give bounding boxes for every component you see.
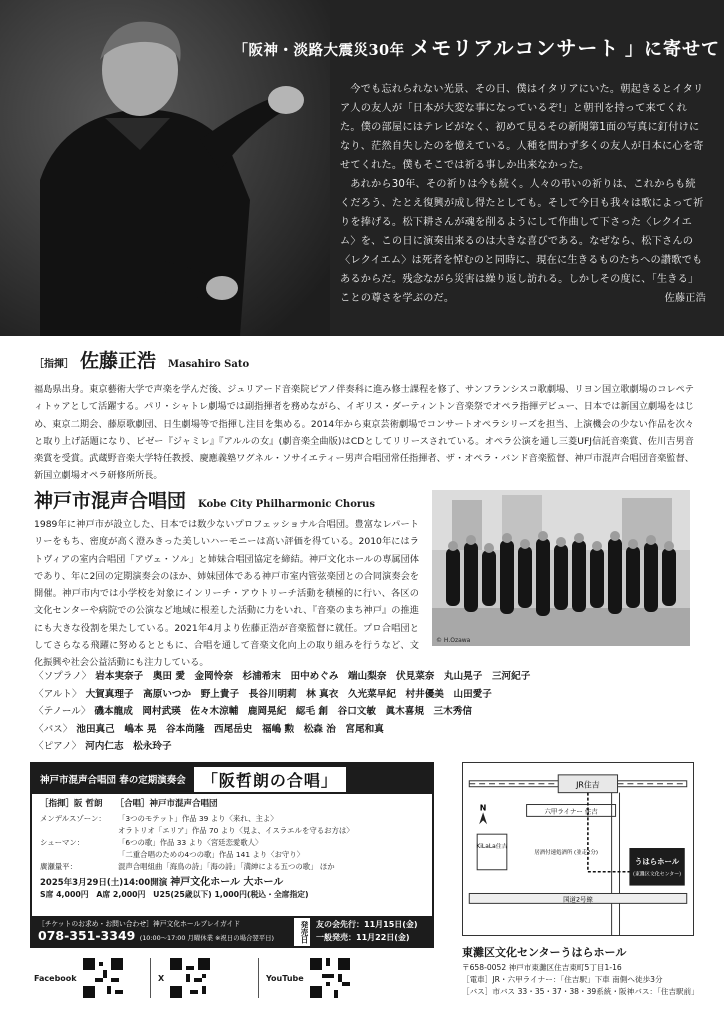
social-divider (258, 958, 259, 998)
program-work: オラトリオ「エリア」作品 70 より〈見よ、イスラエルを守るお方は〉 (118, 826, 354, 836)
svg-text:N: N (479, 803, 487, 813)
ticket-hours: (10:00〜17:00 月曜休業 ※祝日の場合翌平日) (139, 934, 275, 942)
north-arrow-icon (479, 812, 487, 824)
youtube-qr-icon[interactable] (310, 958, 350, 998)
youtube-label: YouTube (266, 973, 304, 983)
conductor-message (340, 80, 706, 308)
member-part: 〈ピアノ〉 (34, 741, 82, 752)
venue-train: ［電車］JR・六甲ライナー：「住吉駅」下車 南側へ徒歩3分 (462, 975, 663, 984)
map-store-label: 居酒付速処酒所 (並走2分) (534, 849, 598, 856)
map-road-label: 国道2号線 (563, 895, 593, 904)
sale-member: 友の会先行：11月15日(金) (316, 920, 418, 929)
concert-price: S席 4,000円 A席 2,000円 U25(25歳以下) 1,000円(税込・全席指定) (40, 890, 309, 900)
venue-map-drawing (463, 763, 693, 935)
venue-map (462, 762, 694, 936)
member-row (34, 686, 694, 704)
program-work: 「6つの歌」作品 33 より〈宮廷恋愛歌人〉 (118, 838, 263, 848)
concert-performers (40, 798, 424, 810)
x-link[interactable] (158, 958, 210, 998)
program-composer (40, 849, 118, 861)
program-work: 「3つのモテット」作品 39 より〈来れ、主よ〉 (118, 814, 278, 824)
member-list (34, 668, 694, 756)
program-item (40, 813, 424, 825)
conductor-bio: 福島県出身。東京藝術大学で声楽を学んだ後、ジュリアード音楽院ピアノ伴奏科に進み修士課程を修了、サンフランシスコ歌劇場、リヨン国立歌劇場のコレペティトゥアとして活躍する。パリ・シャトレ劇場では副指揮者を務めながら、イギリス・ダーティントン音楽祭でオペラ指揮デビュー、日本では新国立劇場をはじめ、東京二期会、藤原歌劇団、日生劇場等で指揮し注目を集める。2014年から東京芸術劇場でコンサートオペラシリーズを担当、上演機会の少ない作品を次々と取り上げ話題になり、ビゼー『ジャミレ』『アルルの女』(劇音楽全曲版)はCDとしてリリースされている。オペラ公演を通し三菱UFJ信託音楽賞、佐川吉男音楽賞を受賞。武蔵野音楽大学特任教授、慶應義塾ワグネル・ソサイエティー男声合唱団常任指揮者、ザ・オペラ・バンド音楽監督、神戸市混声合唱団音楽監督、新国立劇場オペラ研修所所長。 (34, 384, 694, 482)
member-names: 河内仁志 松永玲子 (85, 741, 172, 752)
sale-tag: 発売日 (294, 918, 310, 946)
ticket-phone[interactable]: 078-351-3349 (38, 928, 136, 943)
venue-info (462, 944, 702, 998)
member-part: 〈テノール〉 (34, 706, 91, 717)
program-item (40, 837, 424, 849)
chorus-bio: 1989年に神戸市が設立した、日本では数少ないプロフェッショナル合唱団。豊富なレパートリーをもち、密度が高く澄みきった美しいハーモニーは高い評価を得ている。2010年にはラトヴィアの室内合唱団「アヴェ・ソル」と姉妹合唱団協定を締結。神戸文化ホールの専属団体であり、年に2回の定期演奏会のほか、姉妹団体である神戸市室内管弦楽団との合同演奏会を開催。神戸市内では小学校を対象にインリーチ・アウトリーチ活動を積極的に行い、各区の文化センターや病院での公演など地域に根差した活動に力をいれ、『音楽のまち神戸』の推進にも大きな役割を果たしている。2021年4月より佐藤正浩が音楽監督に就任。プロ合唱団としてさらなる飛躍に努めるとともに、合唱を通して音楽文化向上の取り組みを行うなど、文化振興や社会公益活動にも注力している。 (34, 519, 419, 669)
concert-series: 神戸市混声合唱団 春の定期演奏会 (40, 775, 186, 786)
photo-credit: © H.Ozawa (436, 637, 471, 644)
venue-bus: ［バス］市バス 33・35・37・38・39系統・阪神バス：「住吉駅前」 (462, 987, 699, 996)
member-row (34, 703, 694, 721)
concert-date-venue (40, 877, 424, 889)
program-work: 混声合唱組曲「海鳥の詩」「海の詩」「満紳による五つの歌」 ほか (118, 862, 335, 872)
program-composer: シューマン： (40, 838, 85, 848)
conductor-name: 佐藤正浩 (80, 350, 157, 372)
member-row (34, 668, 694, 686)
x-qr-icon[interactable] (170, 958, 210, 998)
member-names: 岩本実奈子 奥田 愛 金岡怜奈 杉浦希末 田中めぐみ 端山梨奈 伏見菜奈 丸山晃子 三河紀子 (95, 671, 531, 682)
hero-title-part1: 「阪神・淡路大震災30年 (233, 42, 405, 59)
sale-dates (310, 916, 424, 948)
conductor-role: ［指揮］ (34, 359, 74, 370)
member-part: 〈バス〉 (34, 723, 73, 735)
program-composer (40, 825, 118, 837)
ticket-label: ［チケットのお求め・お問い合わせ］神戸文化ホールプレイガイド (38, 920, 241, 928)
concert-chorus: ［合唱］神戸市混声合唱団 (115, 799, 218, 809)
hero-title (200, 32, 720, 61)
sale-general: 一般発売：11月22日(金) (316, 933, 410, 942)
conductor-heading (34, 346, 694, 373)
chorus-photo-illustration (432, 490, 690, 646)
program-composer: 廣瀬量平： (40, 862, 77, 872)
chorus-name-en: Kobe City Philharmonic Chorus (198, 499, 376, 510)
member-part: 〈ソプラノ〉 (34, 671, 92, 682)
concert-program (40, 813, 424, 873)
program-item (40, 861, 424, 873)
program-item (40, 849, 424, 861)
concert-date: 2025年3月29日(土)14:00開演 (40, 878, 168, 889)
concert-conductor: ［指揮］阪 哲朗 (40, 799, 103, 809)
conductor-profile (34, 346, 694, 485)
concert-header (32, 764, 432, 794)
message-paragraph: 今でも忘れられない光景、その日、僕はイタリアにいた。朝起きるとイタリア人の友人が「日本が大変な事になっているぞ!」と朝刊を持って来てくれた。僕の部屋にはテレビがなく、初めて見るその新聞第1面の写真に釘付けになり、茫然自失したのを憶えている。人種を問わず多くの友人が日本に心を寄せてくれた。僕もそこでは祈る事しか出来なかった。 (340, 84, 704, 171)
member-row (34, 738, 694, 756)
hero-title-part3: 」に寄せて (625, 39, 720, 60)
program-work: 「二重合唱のための4つの歌」作品 141 より〈お守り〉 (118, 850, 305, 860)
map-jr-label: JR住吉 (576, 780, 600, 790)
facebook-label: Facebook (34, 973, 77, 983)
concert-body (32, 794, 432, 902)
map-venue-label: うはらホール (634, 856, 680, 866)
ticket-bar (32, 916, 432, 948)
ticket-phone-line (38, 928, 288, 943)
map-kilala-label: KiLaLa住吉 (476, 843, 508, 851)
social-links (30, 958, 434, 998)
map-liner-label: 六甲ライナー 住吉 (544, 807, 598, 816)
member-part: 〈アルト〉 (34, 688, 82, 700)
member-names: 大賀真理子 高原いつか 野上貴子 長谷川明莉 林 真衣 久光菜早紀 村井優美 山田愛子 (85, 688, 492, 700)
ticket-contact (32, 916, 294, 948)
conductor-name-en: Masahiro Sato (168, 359, 250, 370)
venue-name: 東灘区文化センターうはらホール (462, 946, 627, 959)
youtube-link[interactable] (266, 958, 350, 998)
member-row (34, 721, 694, 739)
chorus-name: 神戸市混声合唱団 (34, 490, 187, 512)
hero-section (0, 0, 724, 336)
facebook-qr-icon[interactable] (83, 958, 123, 998)
facebook-link[interactable] (34, 958, 123, 998)
venue-address: 〒658-0052 神戸市東灘区住吉東町5丁目1-16 (462, 963, 622, 972)
program-composer: メンデルスゾーン： (40, 814, 106, 824)
hero-title-part2: メモリアルコンサート (410, 36, 620, 60)
concert-venue: 神戸文化ホール 大ホール (170, 877, 284, 889)
chorus-photo (432, 490, 690, 646)
social-divider (150, 958, 151, 998)
member-names: 池田真己 嶋本 晃 谷本尚隆 西尾岳史 福嶋 勲 松森 治 宮尾和真 (76, 723, 384, 735)
message-signature: 佐藤正浩 (664, 293, 706, 304)
member-names: 磯本龍成 岡村武瑛 佐々木涼輔 鹿岡晃紀 綛毛 創 谷口文敏 眞木喜規 三木秀信 (94, 706, 472, 717)
x-label: X (158, 973, 165, 983)
concert-title: 「阪哲朗の合唱」 (194, 767, 346, 792)
program-item (40, 825, 424, 837)
map-venue-sub: (東灘区文化センター) (633, 871, 682, 878)
concert-info-box (30, 762, 434, 948)
message-paragraph: あれから30年、その祈りは今も続く。人々の弔いの祈りは、これからも続くだろう、たとえ復興が成し得たとしても。そして今日も我々は歌によって祈りを捧げる。松下耕さんが魂を削るようにして作曲して下さった〈レクイエム〉を、この日に演奏出来るのは大きな喜びである。なぜなら、松下さんの〈レクイエム〉は死者を悼むのと同時に、現在に生きるものたちへの讃歌でもあるからだ。残念ながら災害は繰り返し訪れる。しかしその度に、「生きる」ことの尊さを学ぶのだ。 (340, 179, 704, 304)
